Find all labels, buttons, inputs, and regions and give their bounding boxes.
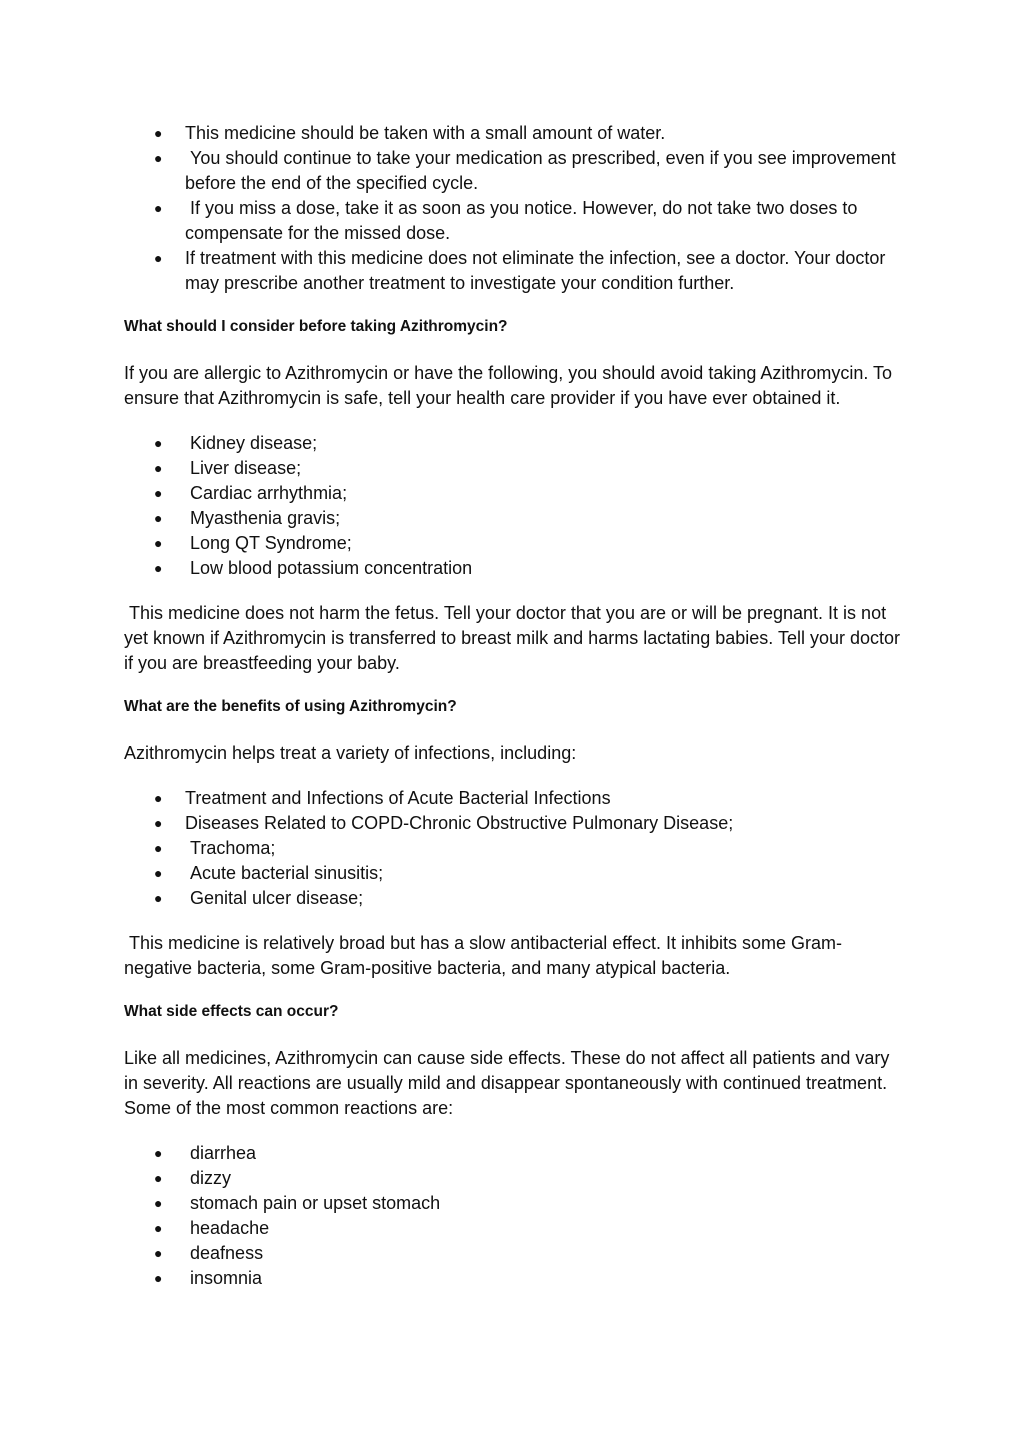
bullet-icon: ● [154, 840, 163, 856]
section-heading-benefits: What are the benefits of using Azithromycin? [124, 698, 457, 715]
bullet-icon: ● [154, 485, 163, 501]
bullet-icon: ● [154, 435, 163, 451]
list-item: ● Long QT Syndrome; [185, 531, 904, 556]
bullet-icon: ● [154, 1245, 163, 1261]
list-item: ● Myasthenia gravis; [185, 506, 904, 531]
bullet-icon: ● [154, 1145, 163, 1161]
list-item: ● If treatment with this medicine does not eliminate the infection, see a doctor. Your doctor may prescribe another treatment to investigate your condition further. [154, 248, 891, 293]
section-heading-side-effects: What side effects can occur? [124, 1003, 339, 1020]
list-item: ● Liver disease; [185, 456, 904, 481]
consider-intro-paragraph: If you are allergic to Azithromycin or have the following, you should avoid taking Azithromycin. To ensure that Azithromycin is safe, tell your health care provider if you have ever obtained it. [124, 363, 898, 408]
bullet-icon: ● [154, 200, 163, 216]
conditions-list [124, 431, 904, 581]
bullet-icon: ● [154, 535, 163, 551]
list-item: ● Low blood potassium concentration [185, 556, 904, 581]
side-effects-intro-paragraph: Like all medicines, Azithromycin can cause side effects. These do not affect all patients and vary in severity. All reactions are usually mild and disappear spontaneously with continued treatment. Some of the most common reactions are: [124, 1048, 895, 1118]
list-item: ● stomach pain or upset stomach [185, 1191, 904, 1216]
list-item: ● insomnia [185, 1266, 904, 1291]
list-item: ● Genital ulcer disease; [185, 886, 904, 911]
section-heading-consider: What should I consider before taking Azithromycin? [124, 318, 508, 335]
usage-instructions-list [124, 121, 904, 296]
list-item: ● diarrhea [185, 1141, 904, 1166]
bullet-icon: ● [154, 1270, 163, 1286]
benefits-intro-paragraph: Azithromycin helps treat a variety of infections, including: [124, 743, 577, 763]
list-item: ● This medicine should be taken with a small amount of water. [185, 121, 904, 146]
list-item: ● Acute bacterial sinusitis; [185, 861, 904, 886]
list-item: ● Kidney disease; [185, 431, 904, 456]
bullet-icon: ● [154, 250, 163, 266]
bullet-icon: ● [154, 815, 163, 831]
list-item: ● headache [185, 1216, 904, 1241]
list-item: ● dizzy [185, 1166, 904, 1191]
pregnancy-paragraph: This medicine does not harm the fetus. Tell your doctor that you are or will be pregnant. It is not yet known if Azithromycin is transferred to breast milk and harms lactating babies. Tell your doctor if you are breastfeeding your baby. [124, 603, 906, 673]
list-item: ● deafness [185, 1241, 904, 1266]
list-item: ● If you miss a dose, take it as soon as you notice. However, do not take two doses to compensate for the missed dose. [154, 198, 863, 243]
list-item: ● You should continue to take your medication as prescribed, even if you see improvement before the end of the specified cycle. [154, 148, 901, 193]
bullet-icon: ● [154, 510, 163, 526]
list-item: ● Diseases Related to COPD-Chronic Obstructive Pulmonary Disease; [185, 811, 904, 836]
infections-list [124, 786, 904, 911]
bullet-icon: ● [154, 150, 163, 166]
bullet-icon: ● [154, 460, 163, 476]
list-item: ● Trachoma; [185, 836, 904, 861]
bullet-icon: ● [154, 1220, 163, 1236]
bullet-icon: ● [154, 560, 163, 576]
bullet-icon: ● [154, 1195, 163, 1211]
list-item: ● Treatment and Infections of Acute Bacterial Infections [185, 786, 904, 811]
bullet-icon: ● [154, 1170, 163, 1186]
bullet-icon: ● [154, 790, 163, 806]
bullet-icon: ● [154, 865, 163, 881]
side-effects-list [124, 1141, 904, 1291]
document-page [124, 121, 904, 1291]
bullet-icon: ● [154, 890, 163, 906]
list-item: ● Cardiac arrhythmia; [185, 481, 904, 506]
bullet-icon: ● [154, 125, 163, 141]
antibacterial-paragraph: This medicine is relatively broad but has a slow antibacterial effect. It inhibits some Gram-negative bacteria, some Gram-positive bacteria, and many atypical bacteria. [124, 933, 842, 978]
